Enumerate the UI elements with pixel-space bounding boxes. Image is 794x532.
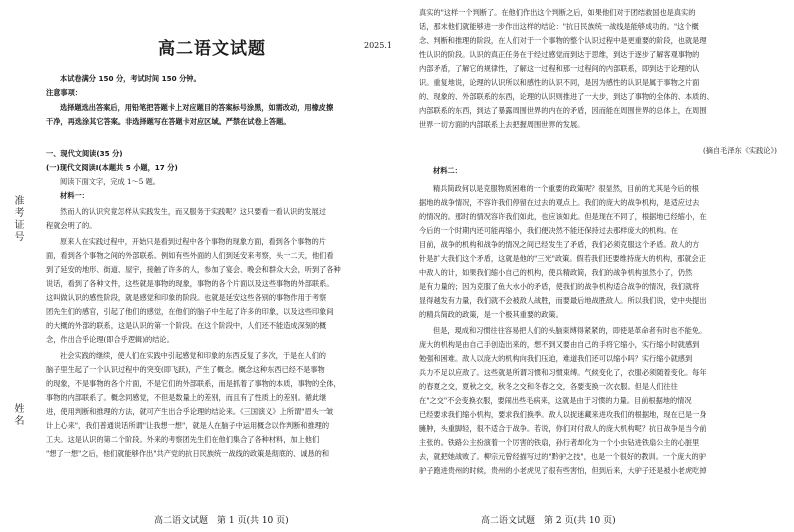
text-line: 念，作出合乎论理(即合乎逻辑)的结论。 <box>46 335 174 344</box>
text-line: 到了延安的地形、街道、屋宇，接触了许多的人，参加了宴会、晚会和群众大会，听到了各种 <box>46 265 341 274</box>
text-line: 面，看到各个事物之间的外部联系。例如有些外面的人们到延安来考察，头一二天，他们看 <box>46 251 334 260</box>
text-line: 的精兵简政的政策，是一个极其重要的政策。 <box>419 310 563 319</box>
text-line: 说话，看到了各种文件，这些就是事物的现象，事物的各个片面以及这些事物的外部联系。 <box>46 279 334 288</box>
text-line: 念、判断和推理的阶段，在人们对于一个事物的整个认识过程中是更重要的阶段，也就是理 <box>419 36 707 45</box>
text-line: 工夫。这是认识的第二个阶段。外来的考察团先生们在他们集合了各种材料，加上他们 <box>46 435 320 444</box>
binding-margin <box>8 0 28 532</box>
text-line: 在"之交"不会变换衣服，要闹出些毛病来，这就是由于习惯的力量。目前根据地的情况 <box>419 396 692 405</box>
text-line: 计上心来"，我们普通说话所谓"让我想一想"，就是人在脑子中运用概念以作判断和推理的 <box>46 421 330 430</box>
text-line: 内部联系的东西，到达了暴露周围世界的内在的矛盾，因而能在周围世界的总体上，在周围 <box>419 106 707 115</box>
text-line: 真实的"这样一个判断了。在他们作出这个判断之后，如果他们对于团结救国也是真实的 <box>419 8 696 17</box>
text-line: 已经要求我们缩小机构，要求我们换季。敌人以捉迷藏来进攻我们的根据地，现在已是一身 <box>419 410 707 419</box>
material-heading: 材料二： <box>433 166 462 175</box>
text-line: 显得越发有力量，我们就不会被敌人战胜，而要最后地战胜敌人。所以我们说，党中央提出 <box>419 296 707 305</box>
text-line: 然而人的认识究竟怎样从实践发生，而又服务于实践呢？这只要看一看认识的发展过 <box>60 207 326 216</box>
section-heading: 一、现代文阅读(35 分) <box>46 149 123 158</box>
instruction-text: 阅读下面文字，完成 1～5 题。 <box>60 177 160 186</box>
text-line: 脑子里生起了一个认识过程中的突变(即飞跃)，产生了概念。概念这种东西已经不是事物 <box>46 365 325 374</box>
text-line: 程就会明了的。 <box>46 221 97 230</box>
text-line: 主张的。铁路公主扮演着一个厉害的铁扇，孙行者却化为一个小虫钻进铁扇公主的心脏里 <box>419 438 700 447</box>
text-line: 进，使用判断和推理的方法，就可产生出合乎论理的结论来。《三国演义》上所谓"眉头一皱 <box>46 407 334 416</box>
text-line: 的现象，不是事物的各个片面，不是它们的外部联系，而是抓着了事物的本质，事物的全体， <box>46 379 341 388</box>
text-line: 识。重复地说，论理的认识所以和感性的认识不同，是因为感性的认识是属于事物之片面 <box>419 78 700 87</box>
text-line: 团先生们的感官，引起了他们的感觉，在他们的脑子中生起了许多的印象，以及这些印象间 <box>46 307 334 316</box>
page-footer: 高二语文试题 第 1 页(共 10 页) <box>154 516 289 526</box>
text-line: 这叫做认识的感性阶段，就是感觉和印象的阶段。也就是延安这些各别的事物作用于考察 <box>46 293 327 302</box>
exam-date: 2025.1 <box>364 41 392 50</box>
text-line: "想了一想"之后，他们就能够作出"共产党的抗日民族统一战线的政策是彻底的、诚恳的和 <box>46 449 330 458</box>
text-line: 原来人在实践过程中，开始只是看到过程中各个事物的现象方面，看到各个事物的片 <box>60 237 326 246</box>
text-line: 的大概的外部的联系，这是认识的第一个阶段。在这个阶段中，人们还不能造成深刻的概 <box>46 321 327 330</box>
text-line: 但是，現成和习惯往往容易把人们的头脑束缚得紧紧的，即使是革命者有时也不能免。 <box>433 326 707 335</box>
text-line: 事物的内部联系了。概念同感觉，不但是数量上的差别，而且有了性质上的差别。循此继 <box>46 393 327 402</box>
text-line: 庞大的机构是由自己手创造出来的，想不到又要由自己的手将它缩小，实行缩小时就感到 <box>419 340 700 349</box>
text-line: 话，那末他们就能够进一步作出这样的结论："抗日民族统一战线是能够成功的。"这个概 <box>419 22 699 31</box>
text-line: 去，就把她战败了。柳宗元曾经描写过的"黔驴之技"，也是一个很好的教训。一个庞大的驴 <box>419 452 706 461</box>
notice-heading: 注意事项： <box>46 88 82 97</box>
page-footer: 高二语文试题 第 2 页(共 10 页) <box>481 516 616 526</box>
text-line: 社会实践的继续，使人们在实践中引起感觉和印象的东西反复了多次，于是在人们的 <box>60 351 326 360</box>
text-line: 内部矛盾，了解它的规律性，了解这一过程和那一过程间的内部联系，即到达于论理的认 <box>419 64 700 73</box>
text-line: 的春夏之交，夏秋之交，秋冬之交和冬春之交，各要变换一次衣服。但是人们往往 <box>419 382 678 391</box>
text-line: 针是扩大我们这个矛盾，这就是他的"三光"政策。假若我们还要维持庞大的机构，那就会正 <box>419 254 706 263</box>
admission-number-label: 准考证号 <box>12 195 23 243</box>
text-line: 目前，战争的机构和战争的情况之间已经发生了矛盾，我们必须克服这个矛盾。敌人的方 <box>419 240 700 249</box>
text-line: 是有力量的；因为克服了鱼大水小的矛盾，使我们的战争机构适合战争的情况，我们就将 <box>419 282 700 291</box>
text-line: 精兵简政何以是克服物质困难的一个重要的政策呢？很显然，目前的尤其是今后的根 <box>433 184 699 193</box>
notice-line: 选择题选出答案后，用铅笔把答题卡上对应题目的答案标号涂黑，如需改动，用橡皮擦 <box>60 103 334 112</box>
notice-line: 干净，再选涂其它答案。非选择题写在答题卡对应区域。严禁在试卷上答题。 <box>46 117 291 126</box>
subsection-heading: (一)现代文阅读Ⅰ(本题共 5 小题，17 分) <box>46 163 178 172</box>
text-line: 驴子跑进贵州的时候，贵州的小老虎见了很有些害怕，但到后来，大驴子还是被小老虎吃掉 <box>419 466 707 475</box>
source-citation: (摘自毛泽东《实践论》) <box>703 146 777 155</box>
text-line: 的情况的。那时的情况容许我们如此，也应该如此。但是现在不同了，根据地已经缩小，在 <box>419 212 707 221</box>
exam-info: 本试卷满分 150 分，考试时间 150 分钟。 <box>60 74 201 83</box>
text-line: 世界一切方面的内部联系上去把握周围世界的发展。 <box>419 120 585 129</box>
name-label: 姓名 <box>12 403 23 427</box>
text-line: 的、现象的、外部联系的东西，论理的认识则推进了一大步，到达了事物的全体的、本质的、 <box>419 92 714 101</box>
text-line: 臃肿，头重脚轻，很不适合于战争。若说，你们对付敌人的庞大机构呢？抗日战争是当今前 <box>419 424 707 433</box>
title-row <box>46 34 396 59</box>
material-heading: 材料一： <box>60 191 89 200</box>
text-line: 据地的战争情况，不容许我们停留在过去的观点上。我们的庞大的战争机构，是适应过去 <box>419 198 700 207</box>
text-line: 兵力不足以应敌了。这些就是所谓习惯和习惯束缚。气候变化了，衣服必须随着变化。每年 <box>419 368 707 377</box>
text-line: 性认识的阶段。认识的真正任务在于经过感觉而到达于思维，到达于逐步了解客观事物的 <box>419 50 700 59</box>
page-title: 高二语文试题 <box>158 39 266 59</box>
text-line: 中敌人的计，如果我们缩小自己的机构，使兵精政简，我们的战争机构虽然小了，仍然 <box>419 268 693 277</box>
text-line: 今后的一个时期内还可能再缩小，我们便决然不能还保持过去那样庞大的机构。在 <box>419 226 678 235</box>
text-line: 勉强和困难。敌人以庞大的机构向我们压迫，难道我们还可以缩小吗？实行缩小就感到 <box>419 354 693 363</box>
